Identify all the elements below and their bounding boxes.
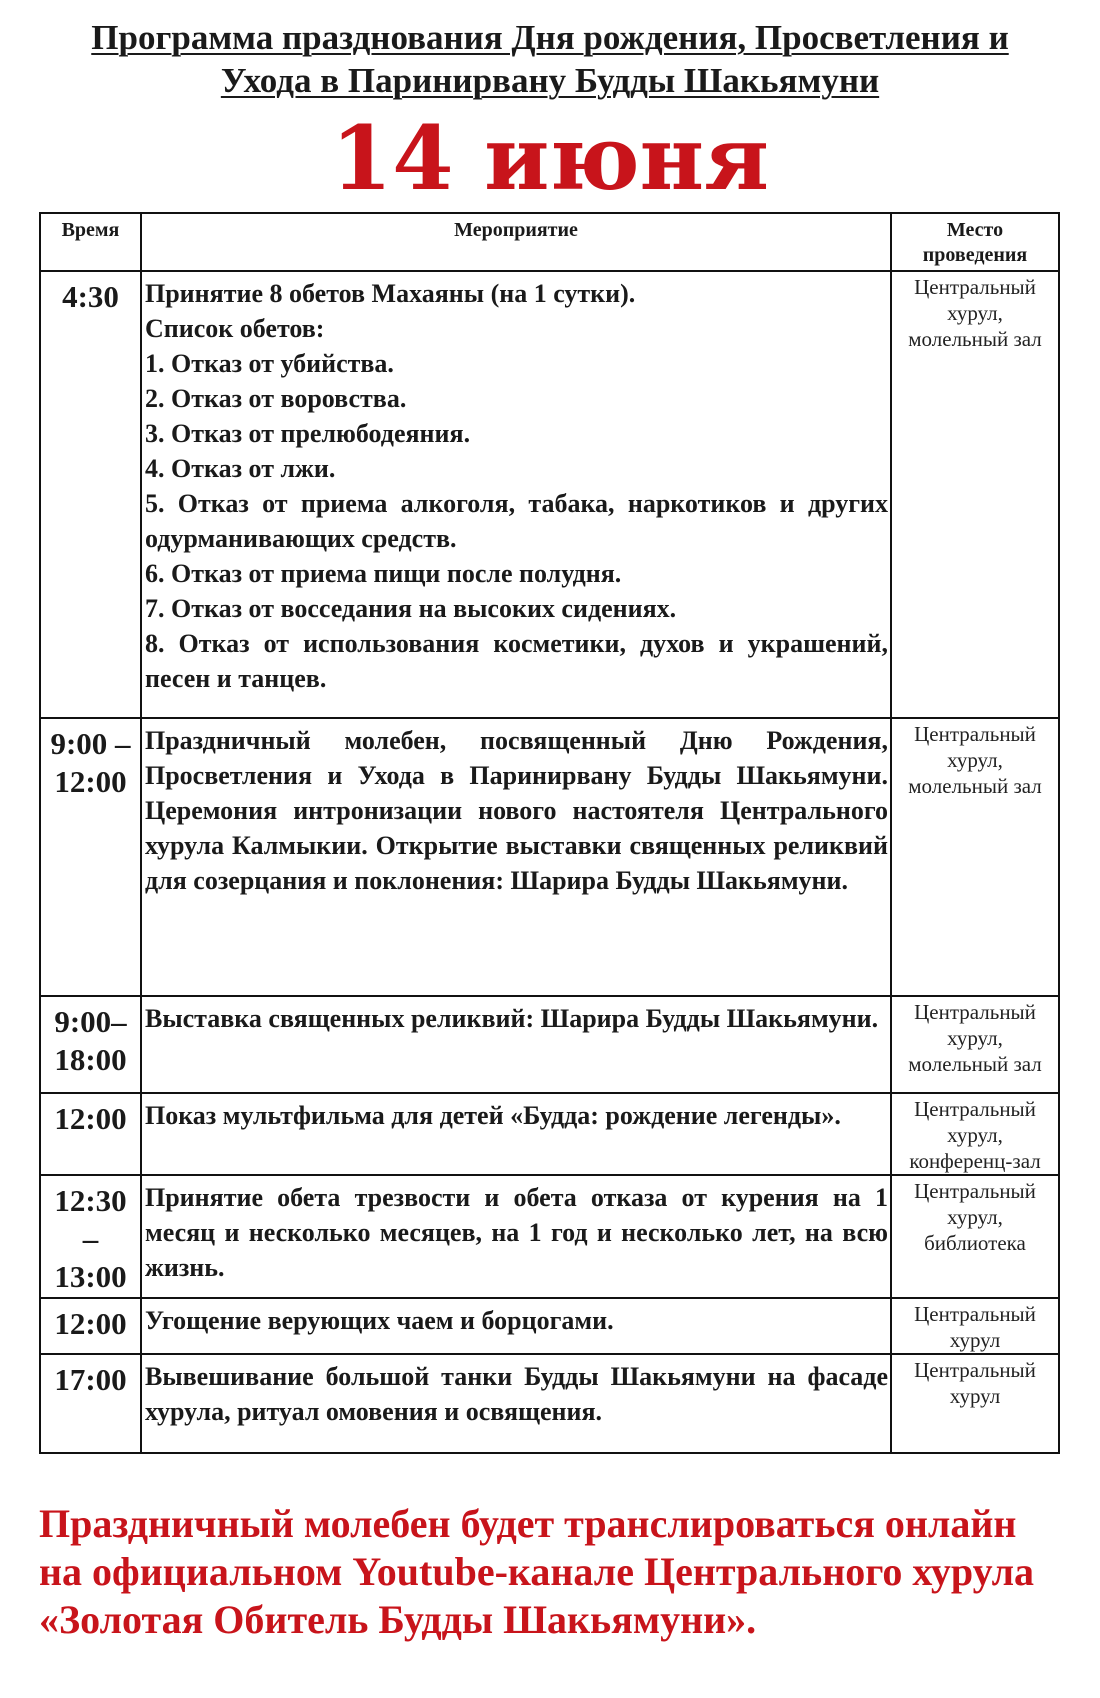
- event-line: 8. Отказ от использования косметики, духов и украшений, песен и танцев.: [145, 629, 888, 693]
- time-cell: 12:00: [40, 1298, 141, 1354]
- page-title: [0, 16, 1100, 102]
- table-row: [40, 1354, 1059, 1453]
- event-line: Список обетов:: [145, 314, 325, 343]
- place-cell: Центральный хурул: [891, 1354, 1059, 1453]
- event-line: 6. Отказ от приема пищи после полудня.: [145, 559, 622, 588]
- event-line: Праздничный молебен, посвященный Дню Рождения, Просветления и Ухода в Паринирвану Будды Шакьямуни. Церемония интронизации нового настоятеля Центрального хурула Калмыкии. Открытие выставки священных реликвий для созерцания и поклонения: Шарира Будды Шакьямуни.: [145, 726, 888, 895]
- event-line: Принятие обета трезвости и обета отказа от курения на 1 месяц и несколько месяцев, на 1 год и несколько лет, на всю жизнь.: [145, 1183, 888, 1282]
- event-line: Выставка священных реликвий: Шарира Будды Шакьямуни.: [145, 1004, 879, 1033]
- event-line: 2. Отказ от воровства.: [145, 384, 407, 413]
- event-cell: [141, 1354, 891, 1453]
- schedule-table: [39, 212, 1060, 1454]
- time-cell: 9:00–18:00: [40, 996, 141, 1093]
- table-row: [40, 1298, 1059, 1354]
- event-line: Угощение верующих чаем и борцогами.: [145, 1306, 614, 1335]
- event-line: 7. Отказ от восседания на высоких сидениях.: [145, 594, 677, 623]
- time-cell: 12:30 – 13:00: [40, 1175, 141, 1298]
- event-line: 3. Отказ от прелюбодеяния.: [145, 419, 471, 448]
- table-row: [40, 996, 1059, 1093]
- event-line: 5. Отказ от приема алкоголя, табака, наркотиков и других одурманивающих средств.: [145, 489, 888, 553]
- place-cell: Центральный хурул, молельный зал: [891, 271, 1059, 718]
- place-cell: Центральный хурул, библиотека: [891, 1175, 1059, 1298]
- time-cell: 9:00 – 12:00: [40, 718, 141, 996]
- place-cell: Центральный хурул: [891, 1298, 1059, 1354]
- place-cell: Центральный хурул, молельный зал: [891, 718, 1059, 996]
- broadcast-note: Праздничный молебен будет транслироваться онлайн на официальном Youtube-канале Центрального хурула «Золотая Обитель Будды Шакьямуни».: [39, 1501, 1035, 1642]
- title-line-2: Ухода в Паринирвану Будды Шакьямуни: [220, 61, 880, 100]
- event-cell: [141, 1298, 891, 1354]
- table-header-row: [40, 213, 1059, 271]
- event-cell: [141, 718, 891, 996]
- event-line: Принятие 8 обетов Махаяны (на 1 сутки).: [145, 279, 636, 308]
- header-place: Место проведения: [891, 213, 1059, 271]
- table-row: [40, 271, 1059, 718]
- event-cell: [141, 1175, 891, 1298]
- event-cell: [141, 996, 891, 1093]
- place-cell: Центральный хурул, молельный зал: [891, 996, 1059, 1093]
- table-row: [40, 1093, 1059, 1175]
- event-date: 14 июня: [330, 106, 770, 210]
- title-line-1: Программа празднования Дня рождения, Просветления и: [91, 18, 1009, 57]
- time-cell: 12:00: [40, 1093, 141, 1175]
- event-cell: [141, 1093, 891, 1175]
- time-cell: 4:30: [40, 271, 141, 718]
- event-line: 1. Отказ от убийства.: [145, 349, 394, 378]
- header-time: Время: [40, 213, 141, 271]
- event-line: Показ мультфильма для детей «Будда: рождение легенды».: [145, 1101, 841, 1130]
- table-row: [40, 1175, 1059, 1298]
- header-event: Мероприятие: [141, 213, 891, 271]
- event-line: 4. Отказ от лжи.: [145, 454, 336, 483]
- time-cell: 17:00: [40, 1354, 141, 1453]
- place-cell: Центральный хурул, конференц-зал: [891, 1093, 1059, 1175]
- event-line: Вывешивание большой танки Будды Шакьямуни на фасаде хурула, ритуал омовения и освящения.: [145, 1362, 888, 1426]
- table-row: [40, 718, 1059, 996]
- event-cell: [141, 271, 891, 718]
